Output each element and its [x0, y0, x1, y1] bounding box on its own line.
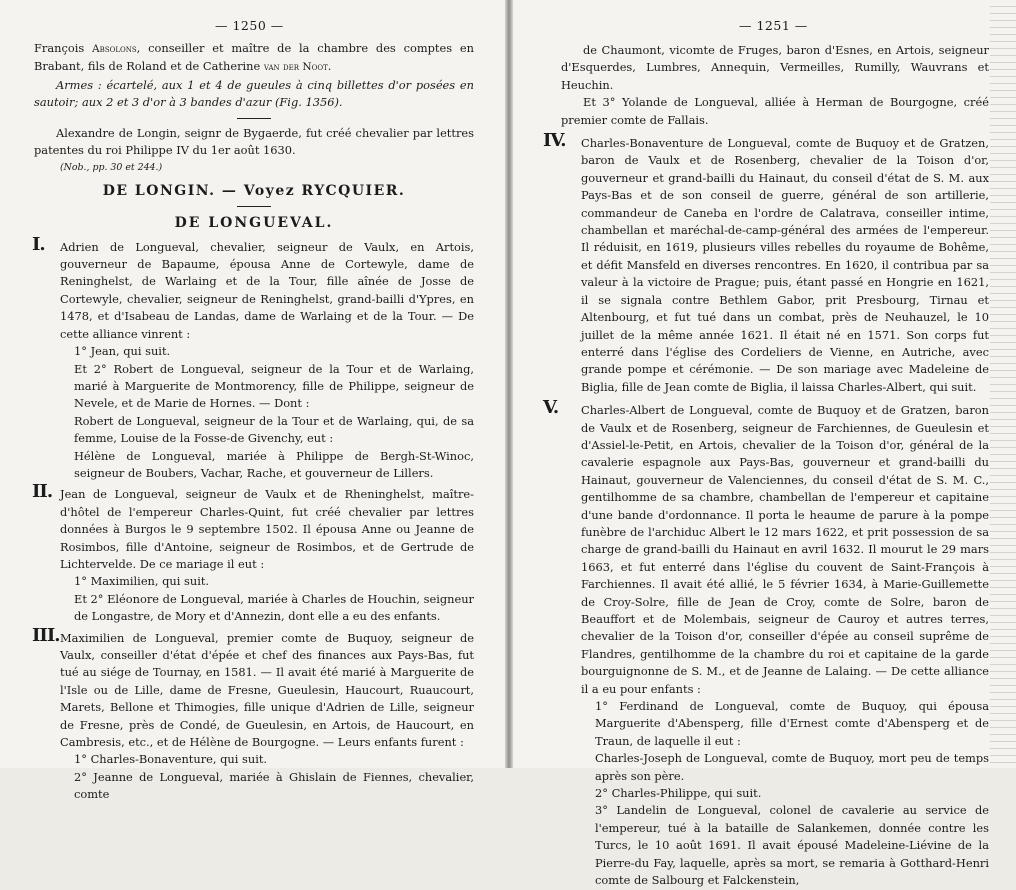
- right-page: [513, 0, 1016, 888]
- page-number: — 1250 —: [215, 18, 284, 33]
- child-line: 1° Ferdinand de Longueval, comte de Buquoy, qui épousa Marguerite d'Abensperg, fille d'Ernest comte d'Abensperg et de Traun, de laquelle il eut :: [595, 699, 989, 748]
- left-page-text: [34, 40, 474, 804]
- entry-text: Maximilien de Longueval, premier comte de Buquoy, seigneur de Vaulx, conseiller d'état d'épée et chef des finances aux Pays-Bas, fut tué au siége de Tournay, en 1581. — Il avait été marié à Marguerite de l'Isle ou de Lille, dame de Fresne, Gueulesin, Haucourt, Ruaucourt, Marets, Bellone et Thimogies, fille unique d'Adrien de Lille, seigneur de Fresne, près de Condé, de Gueulesin, en Artois, de Haucourt, en Cambresis, etc., et de Hélène de Bourgogne. — Leurs enfants furent :: [60, 630, 474, 750]
- child-line: Hélène de Longueval, mariée à Philippe de Bergh-St-Winoc, seigneur de Boubers, Vachar, Rache, et gouverneur de Lillers.: [74, 448, 474, 480]
- entry-text: Charles-Albert de Longueval, comte de Buquoy et de Gratzen, baron de Vaulx et de Rosenberg, seigneur de Farchiennes, de Gueulesin et d'Assiel-le-Petit, en Artois, chevalier de la Toison d'or, général de la cavalerie espagnole aux Pays-Bas, gouverneur et grand-bailli du Hainaut, gouverneur de Valenciennes, du conseil d'état de S. M. C., gentilhomme de sa chambre, chambellan de l'empereur et capitaine d'une bande d'ordonnance. Il porta le heaume de parure à la pompe funèbre de l'archiduc Albert le 12 mars 1622, et prit possession de sa charge de grand-bailli du Hainaut en avril 1632. Il mourut le 29 mars 1663, et fut enterré dans l'église du couvent de Saint-François à Farchiennes. Il avait été allié, le 5 février 1634, à Marie-Guillemette de Croy-Solre, fille de Jean de Croy, comte de Solre, baron de Beauffort et de Molembais, seigneur de Cauroy et autres terres, chevalier de la Toison d'or, conseiller d'épée au conseil suprême de Flandres, gentilhomme de la chambre du roi et capitaine de la garde bourguignonne de S. M., et de Jeanne de Lalaing. — De cette alliance il a eu pour enfants :: [581, 403, 989, 696]
- arms-paragraph: Armes : écartelé, aux 1 et 4 de gueules à cinq billettes d'or posées en sautoir; aux 2 et 3 d'or à 3 bandes d'azur (Fig. 1356).: [34, 77, 474, 110]
- section-heading: DE LONGIN. — Voyez RYCQUIER.: [102, 182, 406, 199]
- entry-text: Adrien de Longueval, chevalier, seigneur de Vaulx, en Artois, gouverneur de Bapaume, épousa Anne de Cortewyle, dame de Reninghelst, de Warlaing et de la Tour, fille aînée de Josse de Cortewyle, chevalier, seigneur de Reninghelst, grand-bailli d'Ypres, en 1478, et d'Isabeau de Landas, dame de Warlaing et de la Tour. — De cette alliance vinrent :: [60, 239, 474, 341]
- paragraph: Et 3° Yolande de Longueval, alliée à Herman de Bourgogne, créé premier comte de Fallais.: [561, 95, 989, 127]
- child-line: 2° Jeanne de Longueval, mariée à Ghislain de Fiennes, chevalier, comte: [74, 769, 474, 802]
- entry-numeral: I.: [32, 233, 45, 255]
- entry-numeral: II.: [32, 481, 53, 503]
- child-line: 1° Jean, qui suit.: [74, 344, 171, 359]
- entry-numeral: V.: [543, 397, 559, 419]
- genealogy-entry: [543, 130, 989, 396]
- entry-numeral: III.: [32, 624, 60, 646]
- child-line: Et 2° Robert de Longueval, seigneur de la Tour et de Warlaing, marié à Marguerite de Montmorency, fille de Philippe, seigneur de Nevele, et de Marie de Hornes. — Dont :: [74, 361, 474, 411]
- paragraph: Alexandre de Longin, seignr de Bygaerde, fut créé chevalier par lettres patentes du roi Philippe IV du 1er août 1630.: [34, 125, 474, 158]
- child-line: Charles-Joseph de Longueval, comte de Buquoy, mort peu de temps après son père.: [595, 751, 989, 783]
- child-line: Robert de Longueval, seigneur de la Tour et de Warlaing, qui, de sa femme, Louise de la Fosse-de Givenchy, eut :: [74, 413, 474, 446]
- child-line: 1° Maximilien, qui suit.: [74, 574, 210, 589]
- child-line: 3° Landelin de Longueval, colonel de cavalerie au service de l'empereur, tué à la bataille de Salankemen, donnée contre les Turcs, le 10 août 1691. Il avait épousé Madeleine-Liévine de la Pierre-du Fay, laquelle, après sa mort, se remaria à Gotthard-Henri comte de Salbourg et Falckenstein,: [595, 803, 989, 888]
- entry-text: Charles-Bonaventure de Longueval, comte de Buquoy et de Gratzen, baron de Vaulx et de Rosenberg, chevalier de la Toison d'or, gouverneur et grand-bailli du Hainaut, du conseil d'état de S. M. aux Pays-Bas et de son conseil de guerre, général de son artillerie, commandeur de Caneba en l'ordre de Calatrava, conseiller intime, chambellan et maréchal-de-camp-général des armées de l'empereur. Il réduisit, en 1619, plusieurs villes rebelles du royaume de Bohême, et défit Mansfeld en diverses rencontres. En 1620, il contribua par sa valeur à la victoire de Prague; puis, étant passé en Hongrie en 1621, il se signala contre Bethlem Gabor, prit Presbourg, Tirnau et Altenbourg, et fut tué dans un combat, près de Neuhauzel, le 10 juillet de la même année 1621. Il était né en 1571. Son corps fut enterré dans l'église des Cordeliers de Vienne, en Autriche, avec grande pompe et cérémonie. — De son mariage avec Madeleine de Biglia, fille de Jean comte de Biglia, il laissa Charles-Albert, qui suit.: [581, 136, 989, 394]
- entry-text: Jean de Longueval, seigneur de Vaulx et de Rheninghelst, maître-d'hôtel de l'empereur Charles-Quint, fut créé chevalier par lettres données à Burgos le 9 septembre 1502. Il épousa Anne ou Jeanne de Rosimbos, fille d'Antoine, seigneur de Rosimbos, et de Gertrude de Lichtervelde. De ce mariage il eut :: [60, 487, 474, 571]
- right-page-text: [543, 42, 989, 890]
- divider: [237, 206, 271, 207]
- genealogy-entry: [32, 481, 474, 625]
- book-gutter: [505, 0, 513, 768]
- left-page: [0, 0, 505, 802]
- genealogy-entry: [32, 624, 474, 804]
- entry-numeral: IV.: [543, 130, 566, 152]
- genealogy-entry: [32, 233, 474, 483]
- child-line: 1° Charles-Bonaventure, qui suit.: [74, 752, 268, 767]
- paragraph: François Absolons, conseiller et maître de la chambre des comptes en Brabant, fils de Roland et de Catherine van der Noot.: [34, 41, 474, 74]
- page-number: — 1251 —: [739, 18, 808, 33]
- child-line: Et 2° Eléonore de Longueval, mariée à Charles de Houchin, seigneur de Longastre, de Mory et d'Annezin, dont elle a eu des enfants.: [74, 591, 474, 624]
- paragraph: de Chaumont, vicomte de Fruges, baron d'Esnes, en Artois, seigneur d'Esquerdes, Lumbres, Annequin, Vermeilles, Rumilly, Wauvrans et Heuchin.: [561, 43, 989, 92]
- scan-edge-noise: [990, 0, 1016, 768]
- child-line: 2° Charles-Philippe, qui suit.: [595, 786, 762, 801]
- reference: (Nob., pp. 30 et 244.): [60, 162, 163, 174]
- genealogy-entry: [543, 397, 989, 889]
- divider: [237, 118, 271, 119]
- section-heading: DE LONGUEVAL.: [174, 215, 334, 232]
